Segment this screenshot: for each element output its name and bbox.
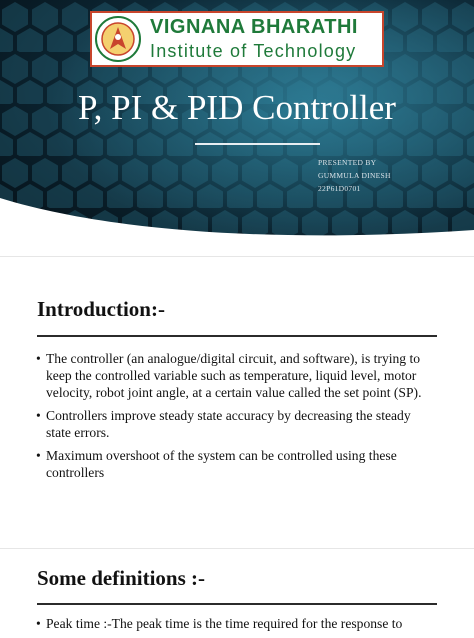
definitions-slide [0, 548, 474, 633]
logo-name: VIGNANA BHARATHI [150, 16, 358, 38]
presenter-name: GUMMULA DINESH [318, 171, 391, 180]
title-underline [195, 143, 320, 145]
bullet-item: • Peak time :-The peak time is the time required for the response to [36, 615, 436, 632]
introduction-slide [0, 256, 474, 539]
presenter-id: 22P61D0701 [318, 184, 361, 193]
bullet-list [36, 350, 436, 487]
slide-title: P, PI & PID Controller [78, 88, 396, 127]
institute-logo [90, 11, 384, 67]
bullet-item: • Maximum overshoot of the system can be controlled using these controllers [36, 447, 436, 481]
title-slide [0, 0, 474, 245]
slide-heading: Introduction:- [37, 297, 165, 321]
white-wave-divider [0, 190, 474, 245]
heading-rule [37, 335, 437, 337]
heading-rule [37, 603, 437, 605]
bullet-item: • The controller (an analogue/digital circuit, and software), is trying to keep the controlled variable such as temperature, liquid level, motor velocity, robot joint angle, at a certain value called the set point (SP). [36, 350, 436, 401]
bullet-item: • Controllers improve steady state accuracy by decreasing the steady state errors. [36, 407, 436, 441]
bullet-list [36, 615, 436, 638]
slide-heading: Some definitions :- [37, 566, 205, 590]
logo-subtitle: Institute of Technology [150, 41, 357, 61]
institute-emblem-icon [94, 15, 142, 63]
presenter-label: PRESENTED BY [318, 158, 377, 167]
